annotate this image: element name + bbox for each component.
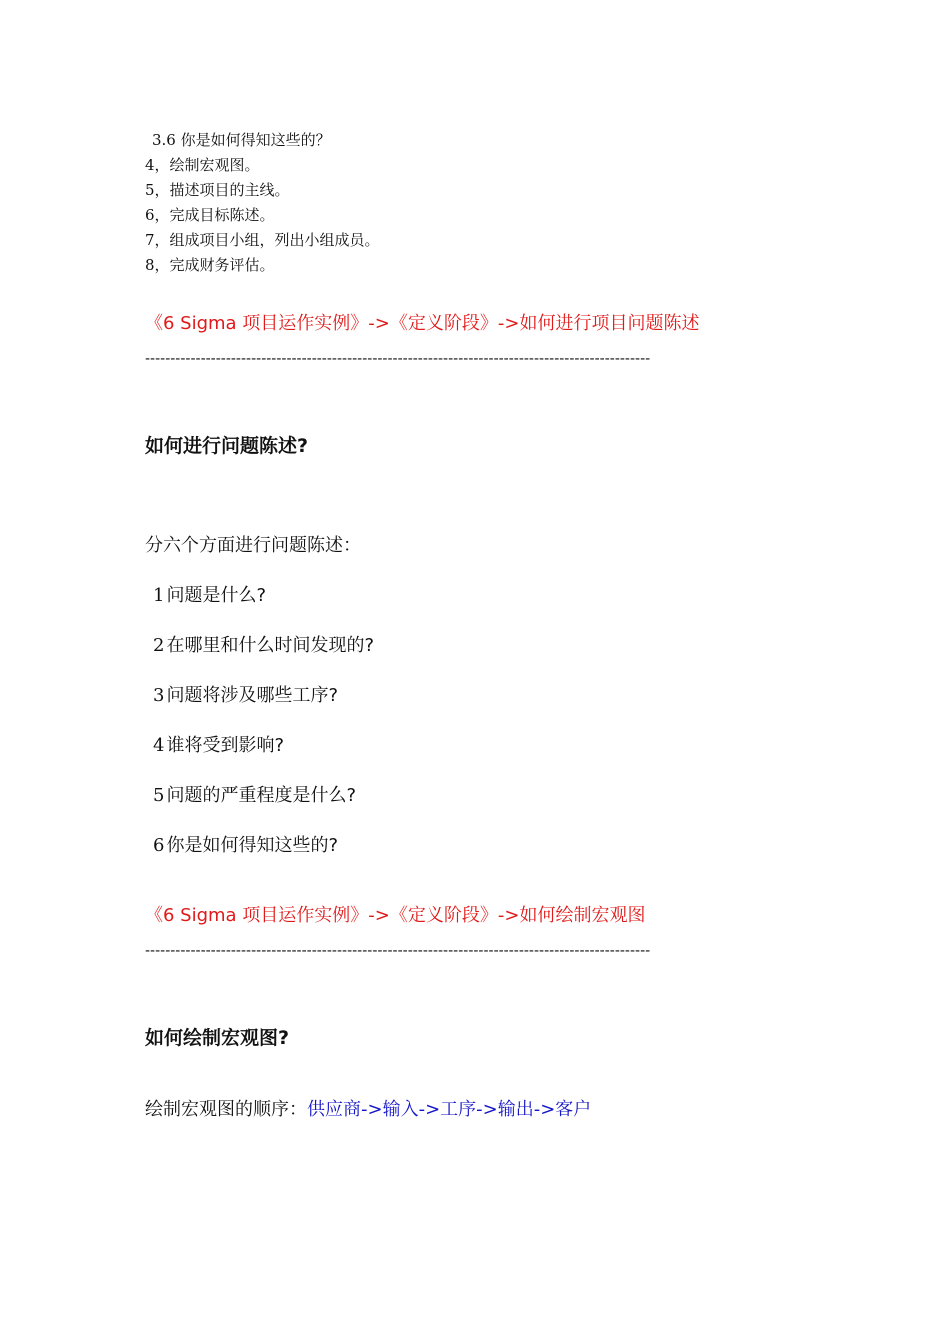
separator-line: ---------------------------------------------------------------------------------------------------- xyxy=(145,943,651,959)
question-item xyxy=(153,781,356,807)
section-heading-problem-statement: 如何进行问题陈述? xyxy=(145,435,309,457)
question-item xyxy=(153,731,284,757)
question-item xyxy=(153,681,338,707)
order-sequence: 供应商->输入->工序->输出->客户 xyxy=(307,1099,592,1120)
breadcrumb-problem-statement[interactable]: 《6 Sigma 项目运作实例》->《定义阶段》->如何进行项目问题陈述 xyxy=(145,313,700,334)
order-label: 绘制宏观图的顺序： xyxy=(145,1099,307,1120)
question-number: 2 xyxy=(153,635,165,656)
intro-paragraph: 分六个方面进行问题陈述： xyxy=(145,535,361,556)
question-text: 你是如何得知这些的? xyxy=(166,835,339,856)
list-item: 7，组成项目小组，列出小组成员。 xyxy=(145,231,380,249)
question-text: 问题是什么? xyxy=(166,585,267,606)
question-number: 1 xyxy=(153,585,165,606)
breadcrumb-macro-map[interactable]: 《6 Sigma 项目运作实例》->《定义阶段》->如何绘制宏观图 xyxy=(145,905,646,926)
question-number: 5 xyxy=(153,785,165,806)
list-item: 4，绘制宏观图。 xyxy=(145,156,260,174)
numbered-step-list xyxy=(145,128,845,278)
question-text: 谁将受到影响? xyxy=(166,735,285,756)
question-item xyxy=(153,581,266,607)
list-item: 3.6 你是如何得知这些的？ xyxy=(152,131,331,149)
question-number: 6 xyxy=(153,835,165,856)
question-item xyxy=(153,831,338,857)
order-paragraph xyxy=(145,1095,591,1121)
question-text: 问题的严重程度是什么? xyxy=(166,785,357,806)
list-item: 5，描述项目的主线。 xyxy=(145,181,290,199)
question-number: 4 xyxy=(153,735,165,756)
list-item: 8，完成财务评估。 xyxy=(145,256,275,274)
separator-line: ---------------------------------------------------------------------------------------------------- xyxy=(145,351,651,367)
question-number: 3 xyxy=(153,685,165,706)
question-item xyxy=(153,631,374,657)
list-item: 6，完成目标陈述。 xyxy=(145,206,275,224)
question-text: 问题将涉及哪些工序? xyxy=(166,685,339,706)
section-heading-macro-map: 如何绘制宏观图? xyxy=(145,1027,290,1049)
question-text: 在哪里和什么时间发现的? xyxy=(166,635,375,656)
